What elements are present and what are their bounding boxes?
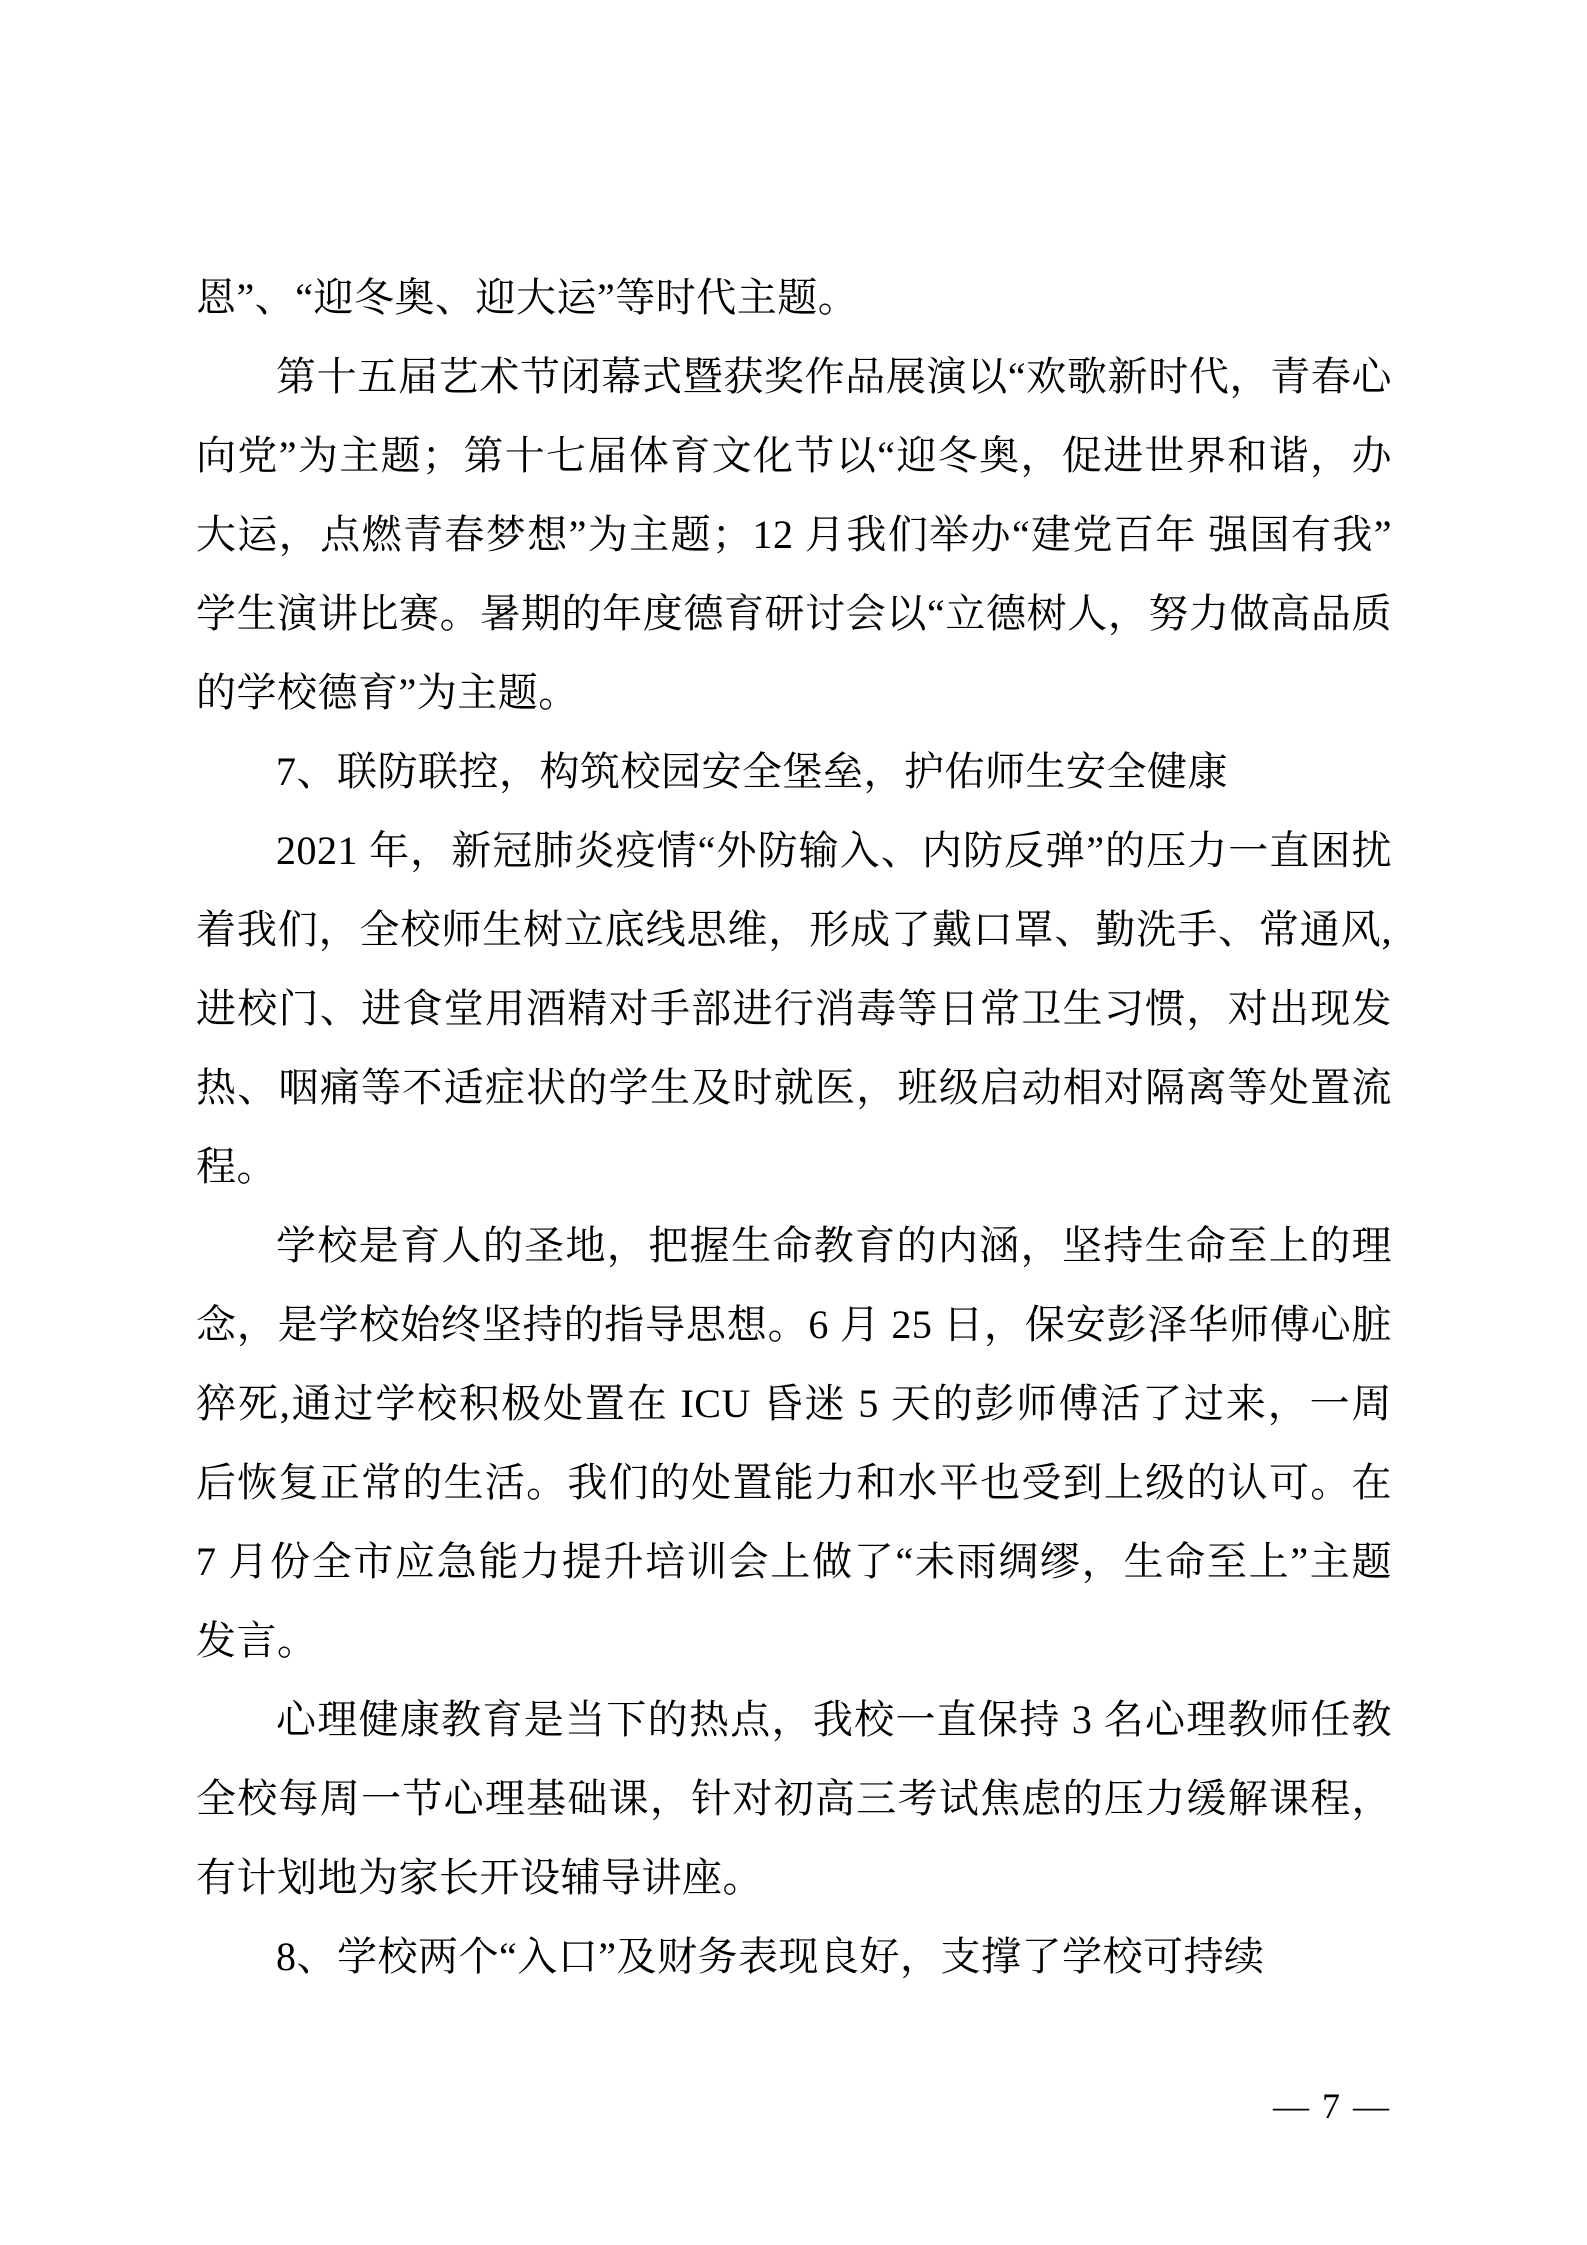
paragraph-5: 学校是育人的圣地，把握生命教育的内涵，坚持生命至上的理念，是学校始终坚持的指导思想。6 月 25 日，保安彭泽华师傅心脏猝死,通过学校积极处置在 ICU 昏迷 5 天的彭师傅活了过来，一周后恢复正常的生活。我们的处置能力和水平也受到上级的认可。在 7 月份全市应急能力提升培训会上做了“未雨绸缪，生命至上”主题发言。 <box>196 1223 1392 1663</box>
paragraph-1: 恩”、“迎冬奥、迎大运”等时代主题。 <box>196 275 859 320</box>
paragraph-4: 2021 年，新冠肺炎疫情“外防输入、内防反弹”的压力一直困扰着我们，全校师生树立底线思维，形成了戴口罩、勤洗手、常通风,进校门、进食堂用酒精对手部进行消毒等日常卫生习惯，对出现发热、咽痛等不适症状的学生及时就医，班级启动相对隔离等处置流程。 <box>196 828 1392 1189</box>
page-number: — 7 — <box>1273 2086 1391 2126</box>
document-body <box>196 258 1392 1996</box>
paragraph-7-heading: 8、学校两个“入口”及财务表现良好，支撑了学校可持续 <box>276 1934 1265 1979</box>
paragraph-6: 心理健康教育是当下的热点，我校一直保持 3 名心理教师任教全校每周一节心理基础课，针对初高三考试焦虑的压力缓解课程，有计划地为家长开设辅导讲座。 <box>196 1697 1392 1900</box>
paragraph-2: 第十五届艺术节闭幕式暨获奖作品展演以“欢歌新时代，青春心向党”为主题；第十七届体育文化节以“迎冬奥，促进世界和谐，办大运，点燃青春梦想”为主题；12 月我们举办“建党百年 强国有我”学生演讲比赛。暑期的年度德育研讨会以“立德树人，努力做高品质的学校德育”为主题。 <box>196 354 1392 715</box>
paragraph-3-heading: 7、联防联控，构筑校园安全堡垒，护佑师生安全健康 <box>276 749 1228 794</box>
